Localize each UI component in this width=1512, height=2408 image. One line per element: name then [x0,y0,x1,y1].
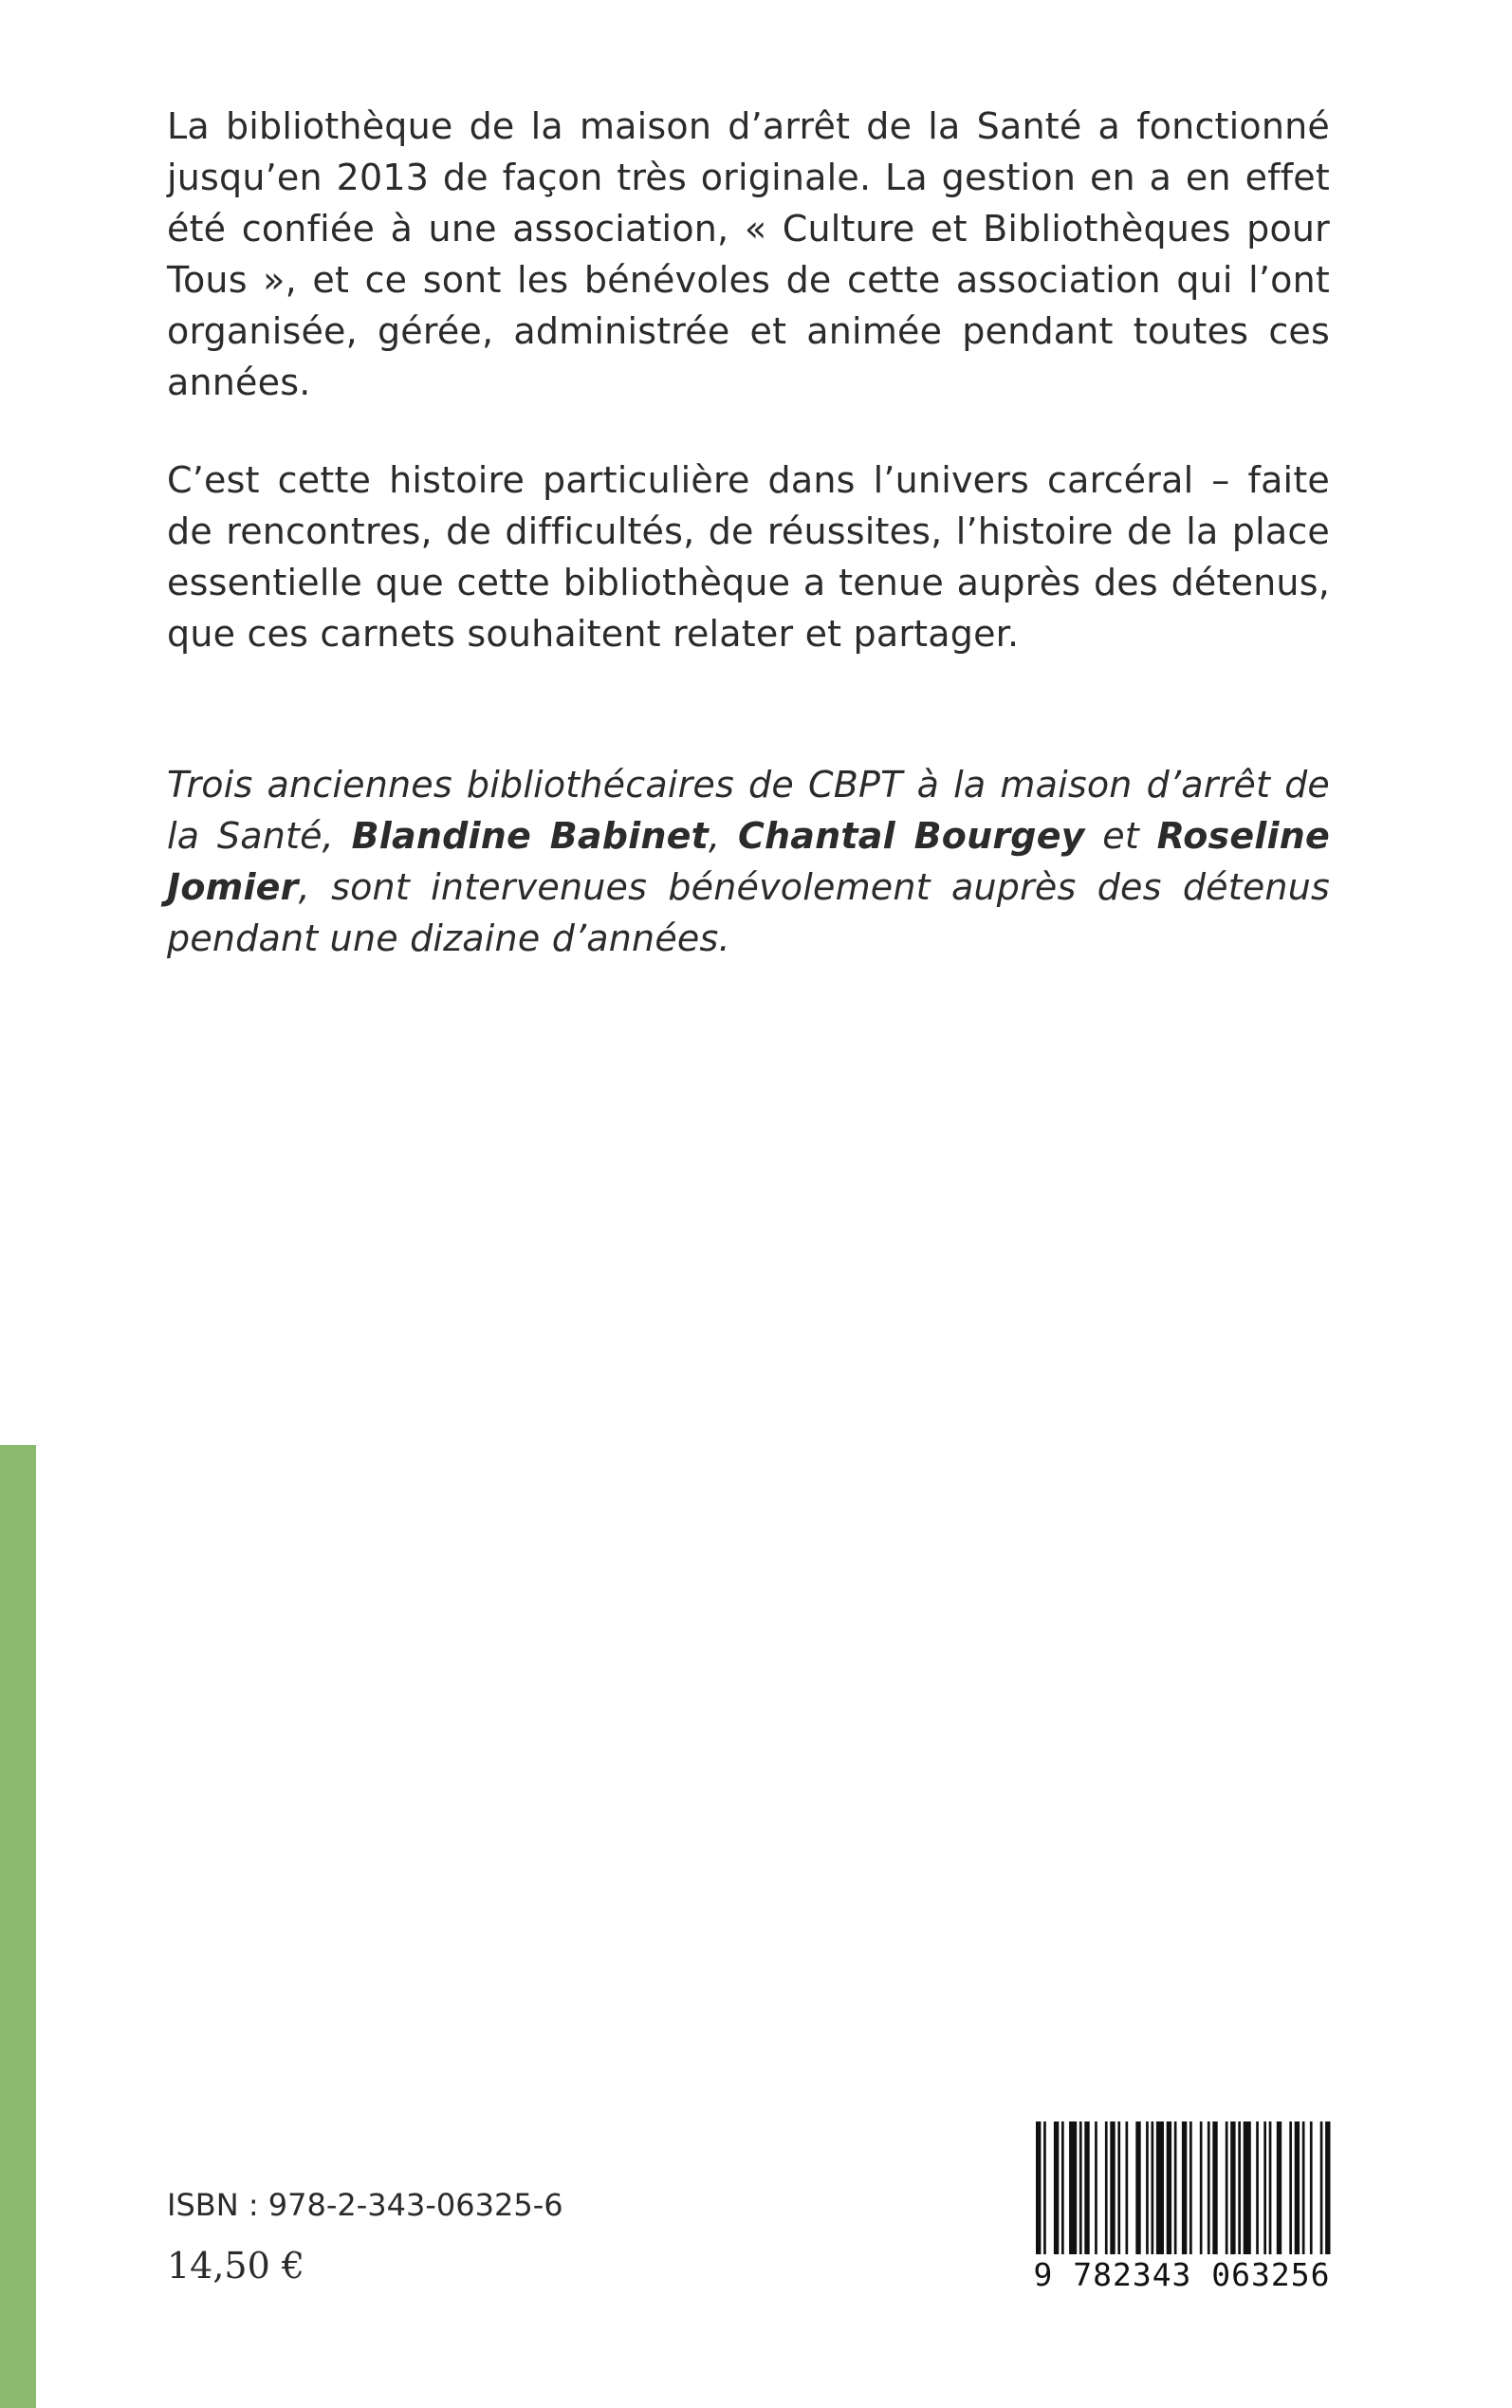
barcode-bar [1043,2121,1046,2254]
barcode-bar [1152,2121,1154,2254]
barcode-bar [1105,2121,1108,2254]
barcode-bar [1230,2121,1235,2254]
authors-separator-1: , [709,815,738,857]
barcode-bar [1325,2121,1330,2254]
barcode-bar [1182,2121,1187,2254]
barcode-bar [1212,2121,1217,2254]
barcode-bar [1256,2121,1259,2254]
authors-outro: , sont intervenues bénévolement auprès des détenus pendant une dizaine d’années. [167,866,1330,959]
barcode [1030,2121,1334,2296]
barcode-bar [1208,2121,1210,2254]
authors-paragraph [167,759,1330,964]
barcode-bar [1302,2121,1305,2254]
author-name-1: Blandine Babinet [351,815,709,857]
barcode-bar [1084,2121,1089,2254]
barcode-bar [1110,2121,1115,2254]
author-name-2: Chantal Bourgey [737,815,1085,857]
barcode-bar [1135,2121,1140,2254]
authors-text [167,759,1330,964]
barcode-bar [1117,2121,1120,2254]
barcode-bar [1277,2121,1282,2254]
barcode-bar [1320,2121,1323,2254]
authors-intro: Trois anciennes bibliothécaires de CBPT à la maison d’arrêt de la Santé, [167,764,1330,857]
barcode-digits: 9 782343 063256 [1033,2256,1331,2293]
barcode-bar [1061,2121,1064,2254]
barcode-bar [1174,2121,1177,2254]
barcode-bar [1146,2121,1149,2254]
barcode-bar [1079,2121,1082,2254]
barcode-bar [1156,2121,1164,2254]
paragraph-2-text: C’est cette histoire particulière dans l’univers carcéral – faite de rencontres, de difficultés, de réussites, l’histoire de la place essentielle que cette bibliothèque a tenue auprès des détenus, que ces carnets souhaitent relater et partager. [167,459,1330,655]
author-name-3: Roseline Jomier [167,815,1330,908]
description-paragraph-1 [167,101,1330,408]
description-paragraph-2 [167,454,1330,659]
barcode-bar [1189,2121,1192,2254]
paragraph-1-text: La bibliothèque de la maison d’arrêt de la Santé a fonctionné jusqu’en 2013 de façon très originale. La gestion en a en effet été confiée à une association, « Culture et Bibliothèques pour Tous », et ce sont les bénévoles de cette association qui l’ont organisée, gérée, administrée et animée pendant toutes ces années. [167,105,1330,403]
barcode-bar [1289,2121,1292,2254]
barcode-bar [1310,2121,1313,2254]
price-label: 14,50 € [167,2245,305,2287]
barcode-bar [1269,2121,1272,2254]
barcode-bars [1030,2121,1334,2254]
isbn-label: ISBN : 978-2-343-06325-6 [167,2187,563,2223]
barcode-bar [1167,2121,1171,2254]
green-accent-strip [0,1445,36,2408]
barcode-bar [1244,2121,1251,2254]
barcode-bar [1200,2121,1203,2254]
barcode-bar [1238,2121,1241,2254]
barcode-bar [1069,2121,1077,2254]
barcode-bar [1263,2121,1266,2254]
barcode-bar [1295,2121,1300,2254]
barcode-bar [1095,2121,1097,2254]
barcode-bar [1126,2121,1129,2254]
barcode-bar [1036,2121,1041,2254]
barcode-bar [1226,2121,1228,2254]
barcode-bar [1054,2121,1059,2254]
authors-separator-2: et [1084,815,1157,857]
